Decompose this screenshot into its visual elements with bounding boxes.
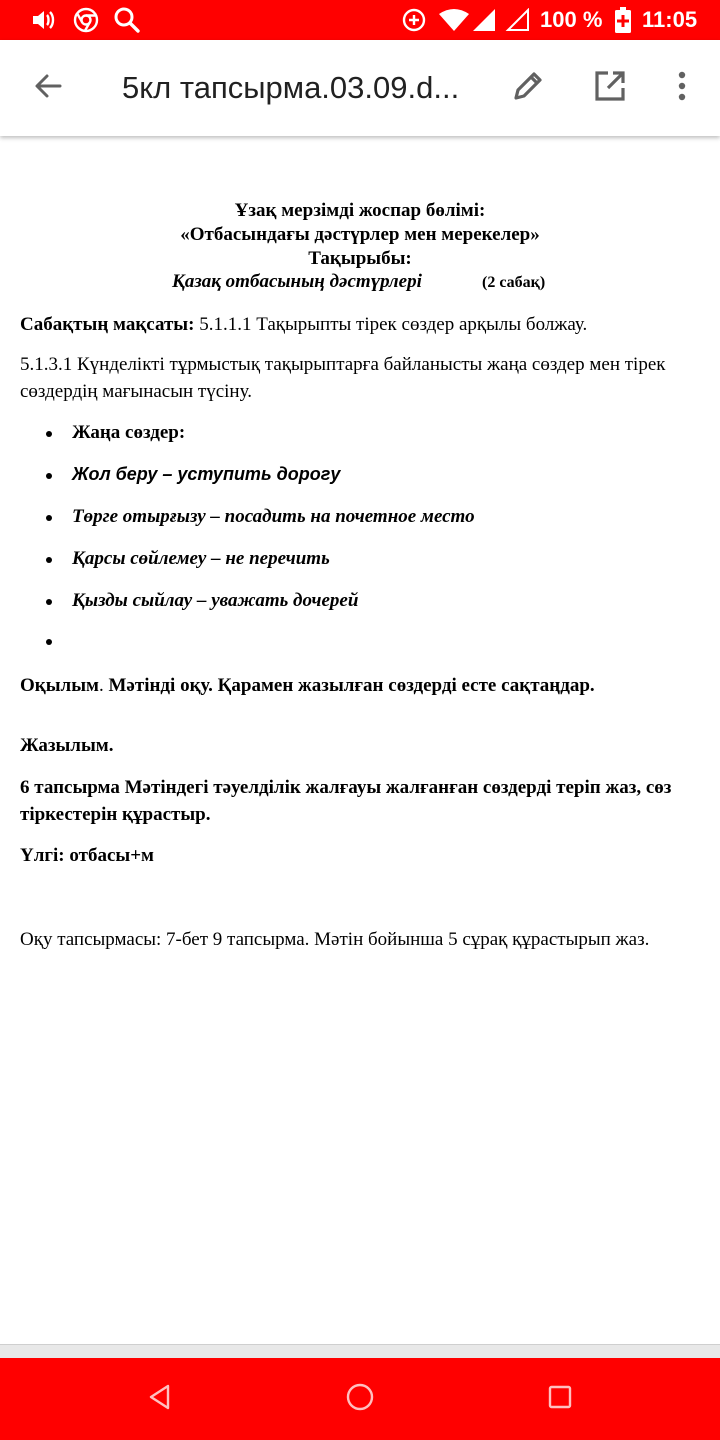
list-item: Жол беру – уступить дорогу xyxy=(72,464,341,484)
plan-title-line: «Отбасындағы дәстүрлер мен мерекелер» xyxy=(180,224,540,245)
wifi-icon xyxy=(438,0,470,40)
volume-icon xyxy=(30,0,58,40)
objective-text: 5.1.1.1 Тақырыпты тірек сөздер арқылы болжау. xyxy=(194,314,588,335)
data-saver-icon xyxy=(400,0,428,40)
lesson-number: (2 сабақ) xyxy=(482,274,546,291)
open-external-button[interactable] xyxy=(586,64,634,112)
bullet-dot xyxy=(44,637,54,647)
bullet-dot xyxy=(44,597,54,607)
list-item: Қызды сыйлау – уважать дочерей xyxy=(72,590,359,611)
signal-outline-icon xyxy=(504,0,532,40)
list-item: Төрге отырғызу – посадить на почетное место xyxy=(72,506,475,527)
nav-back-button[interactable] xyxy=(136,1375,184,1423)
navigation-bar xyxy=(0,1358,720,1440)
back-button[interactable] xyxy=(24,64,72,112)
document-title: 5кл тапсырма.03.09.d... xyxy=(122,70,460,105)
bullet-dot xyxy=(44,429,54,439)
back-arrow-icon xyxy=(32,70,64,107)
edit-pencil-icon xyxy=(511,69,545,108)
topic-title: Қазақ отбасының дәстүрлері xyxy=(172,271,422,292)
battery-icon xyxy=(614,0,632,40)
edit-button[interactable] xyxy=(504,64,552,112)
app-bar xyxy=(0,40,720,136)
search-icon xyxy=(112,0,142,40)
more-vert-icon xyxy=(677,71,687,106)
back-triangle-icon xyxy=(146,1383,174,1416)
recents-square-icon xyxy=(547,1384,573,1415)
objective-label: Сабақтың мақсаты: xyxy=(20,314,195,335)
nav-home-button[interactable] xyxy=(336,1375,384,1423)
reading-text: Мәтінді оқу. Қарамен жазылған сөздерді есте сақтаңдар. xyxy=(103,675,595,696)
status-time: 11:05 xyxy=(642,7,698,32)
sample-line: Үлгі: отбасы+м xyxy=(20,845,154,866)
bullet-dot xyxy=(44,555,54,565)
reading-dot: . xyxy=(99,675,104,696)
battery-percent: 100 % xyxy=(540,7,603,32)
chrome-icon xyxy=(72,0,100,40)
bullet-dot xyxy=(44,513,54,523)
objective2-paragraph: 5.1.3.1 Күнделікті тұрмыстық тақырыптарға байланысты жаңа сөздер мен тірек сөздердің мағынасын түсіну. xyxy=(20,354,666,402)
home-circle-icon xyxy=(345,1382,375,1417)
page-edge xyxy=(0,1344,720,1358)
nav-recents-button[interactable] xyxy=(536,1375,584,1423)
task6-paragraph: 6 тапсырма Мәтіндегі тәуелділік жалғауы жалғанған сөздерді теріп жаз, сөз тіркестерін құрастыр. xyxy=(20,777,672,825)
reading-label: Оқылым xyxy=(20,675,99,696)
new-words-heading: Жаңа сөздер: xyxy=(72,422,186,443)
signal-icon xyxy=(470,0,498,40)
open-external-icon xyxy=(593,69,627,108)
status-bar xyxy=(0,0,720,40)
topic-label: Тақырыбы: xyxy=(308,248,412,269)
more-options-button[interactable] xyxy=(658,64,706,112)
list-item: Қарсы сөйлемеу – не перечить xyxy=(72,548,330,569)
bullet-dot xyxy=(44,471,54,481)
objective-paragraph xyxy=(20,311,700,338)
writing-heading: Жазылым. xyxy=(20,735,114,756)
document-page xyxy=(0,136,720,1344)
reading-task-paragraph: Оқу тапсырмасы: 7-бет 9 тапсырма. Мәтін бойынша 5 сұрақ құрастырып жаз. xyxy=(20,929,650,950)
plan-section-line: Ұзақ мерзімді жоспар бөлімі: xyxy=(234,200,486,221)
reading-paragraph xyxy=(20,672,700,699)
